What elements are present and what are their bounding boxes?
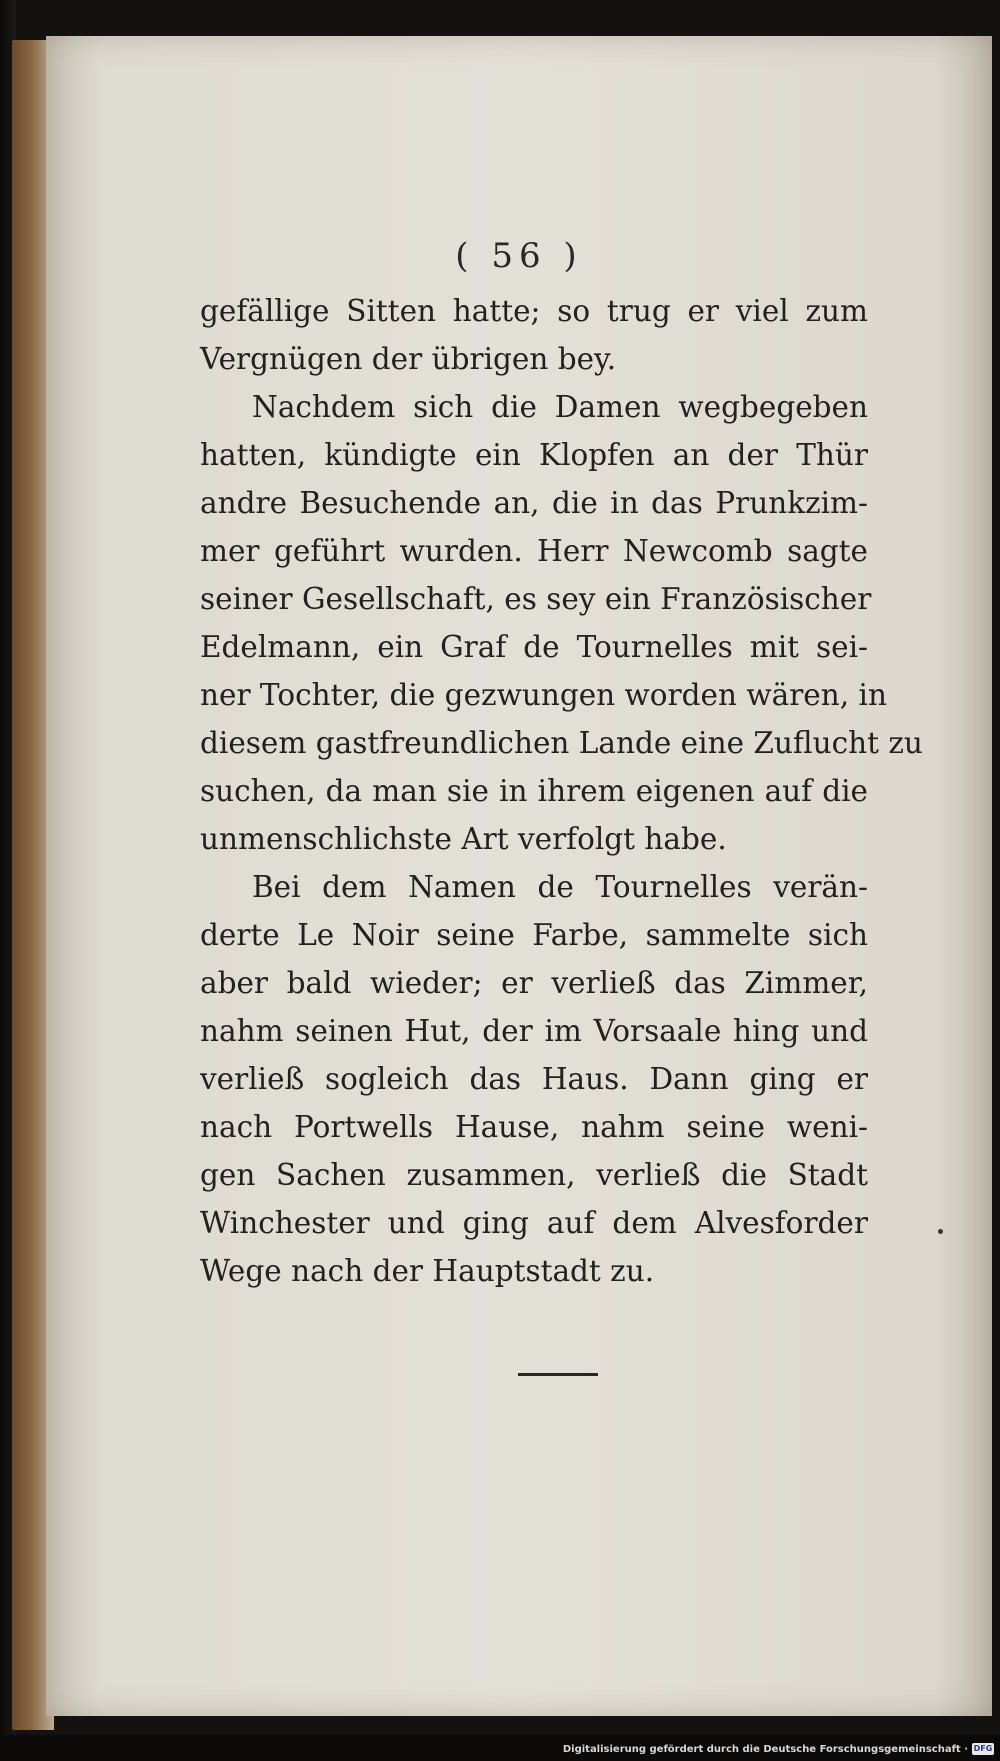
text-line: gefällige Sitten hatte; so trug er viel zum	[200, 294, 868, 328]
text-line: nahm seinen Hut, der im Vorsaale hing und	[200, 1014, 868, 1048]
text-line: Nachdem sich die Damen wegbegeben	[252, 390, 868, 424]
text-line: Bei dem Namen de Tournelles verän-	[252, 870, 868, 904]
text-line: seiner Gesellschaft, es sey ein Französischer	[200, 582, 872, 616]
text-line: unmenschlichste Art verfolgt habe.	[200, 822, 727, 856]
text-line: Vergnügen der übrigen bey.	[200, 342, 617, 376]
text-line: verließ sogleich das Haus. Dann ging er	[200, 1062, 868, 1096]
text-line: nach Portwells Hause, nahm seine weni-	[200, 1110, 868, 1144]
text-line: mer geführt wurden. Herr Newcomb sagte	[200, 534, 868, 568]
dfg-logo: DFG	[973, 1744, 993, 1753]
body-text	[200, 287, 923, 1295]
ink-spot	[938, 1229, 943, 1234]
text-line: ner Tochter, die gezwungen worden wären, in	[200, 678, 887, 712]
section-separator	[518, 1373, 598, 1376]
text-line: diesem gastfreundlichen Lande eine Zuflucht zu	[200, 726, 923, 760]
text-line: Edelmann, ein Graf de Tournelles mit sei-	[200, 630, 868, 664]
text-line: suchen, da man sie in ihrem eigenen auf die	[200, 774, 868, 808]
text-line: aber bald wieder; er verließ das Zimmer,	[200, 966, 868, 1000]
text-line: derte Le Noir seine Farbe, sammelte sich	[200, 918, 868, 952]
text-line: hatten, kündigte ein Klopfen an der Thür	[200, 438, 868, 472]
text-line: Winchester und ging auf dem Alvesforder	[200, 1206, 868, 1240]
page-number: ( 56 )	[455, 236, 583, 276]
text-line: andre Besuchende an, die in das Prunkzim-	[200, 486, 868, 520]
funding-credit: Digitalisierung gefördert durch die Deutsche Forschungsgemeinschaft ·	[562, 1744, 968, 1755]
text-line: Wege nach der Hauptstadt zu.	[200, 1254, 655, 1288]
footer-bar	[0, 1735, 1000, 1761]
text-line: gen Sachen zusammen, verließ die Stadt	[200, 1158, 868, 1192]
